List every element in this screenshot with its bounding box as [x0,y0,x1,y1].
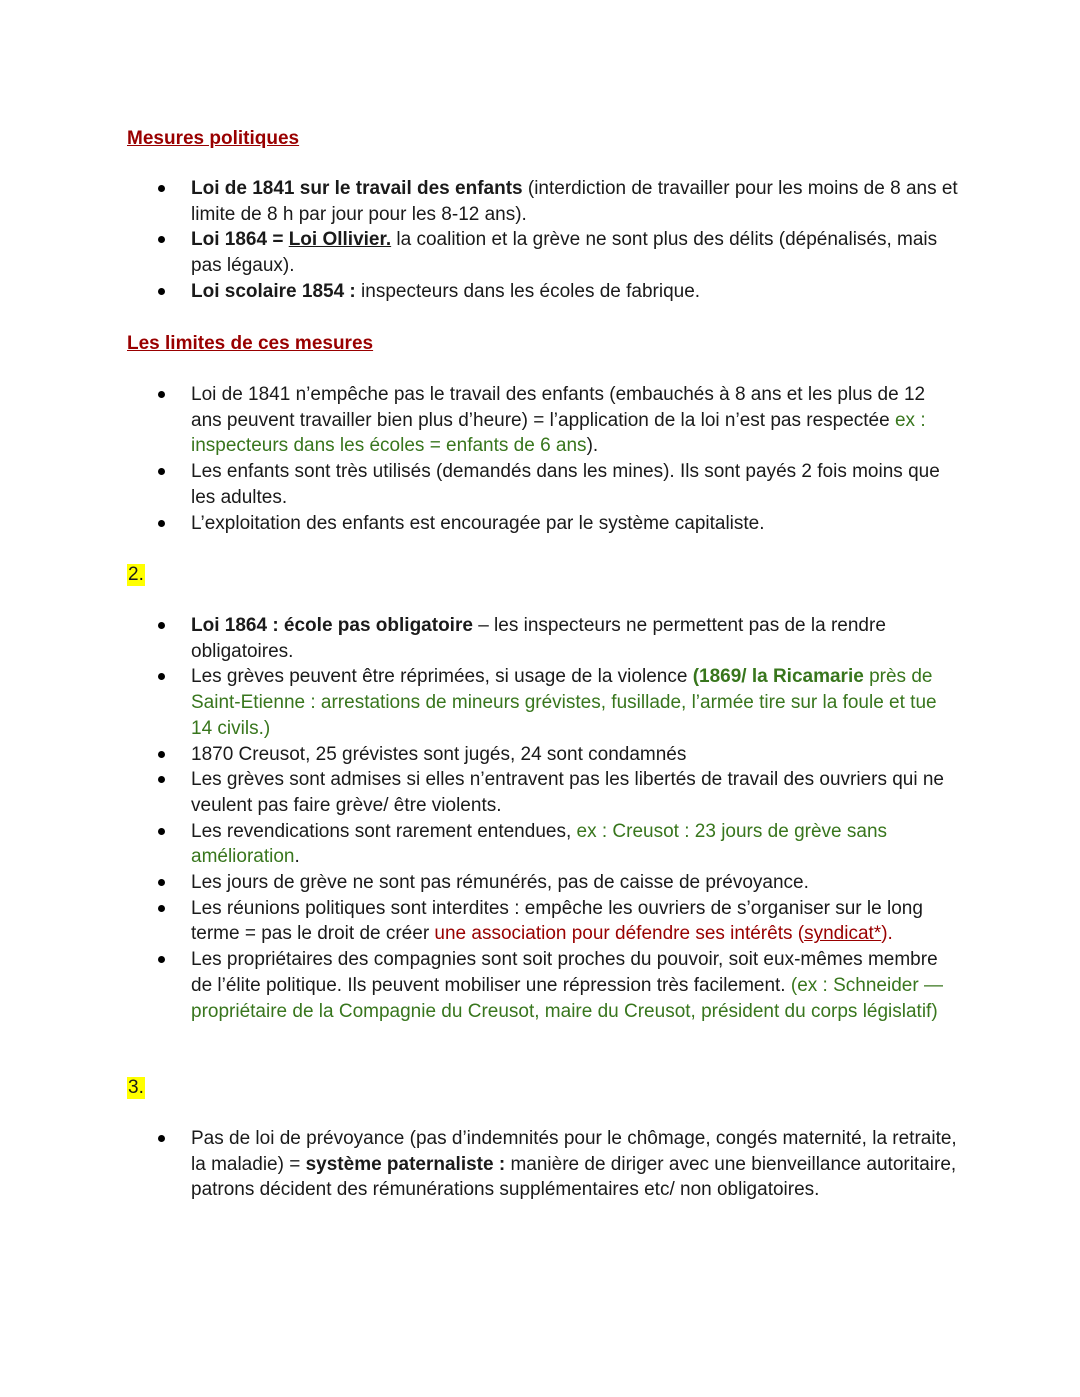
heading-limites: Les limites de ces mesures [127,333,374,354]
heading-mesures-politiques: Mesures politiques [127,128,300,149]
section-number-3: 3. [128,1077,144,1098]
list-section-2 [0,613,1080,1024]
list-item: Les revendications sont rarement entendues, ex : Creusot : 23 jours de grève sans amélioration. [0,819,1080,870]
list-item: Pas de loi de prévoyance (pas d’indemnités pour le chômage, congés maternité, la retraite, la maladie) = système paternaliste : manière de diriger avec une bienveillance autoritaire, patrons décident des rémunérations supplémentaires etc/ non obligatoires. [0,1126,1080,1203]
list-section-3 [0,1126,1080,1203]
list-item: Les jours de grève ne sont pas rémunérés, pas de caisse de prévoyance. [0,870,1080,896]
list-item: 1870 Creusot, 25 grévistes sont jugés, 24 sont condamnés [0,742,1080,768]
list-item: Loi 1864 : école pas obligatoire – les inspecteurs ne permettent pas de la rendre obligatoires. [0,613,1080,664]
list-limites [0,382,1080,536]
section-number-2: 2. [128,564,144,585]
list-item: Loi 1864 = Loi Ollivier. la coalition et la grève ne sont plus des délits (dépénalisés, mais pas légaux). [0,227,1080,278]
list-item: Loi scolaire 1854 : inspecteurs dans les écoles de fabrique. [0,279,1080,305]
list-item: Loi de 1841 n’empêche pas le travail des enfants (embauchés à 8 ans et les plus de 12 ans peuvent travailler bien plus d’heure) = l’application de la loi n’est pas respectée ex : inspecteurs dans les écoles = enfants de 6 ans). [0,382,1080,459]
list-item: L’exploitation des enfants est encouragée par le système capitaliste. [0,511,1080,537]
list-item: Les grèves sont admises si elles n’entravent pas les libertés de travail des ouvriers qui ne veulent pas faire grève/ être violents. [0,767,1080,818]
list-item: Les grèves peuvent être réprimées, si usage de la violence (1869/ la Ricamarie près de Saint-Etienne : arrestations de mineurs grévistes, fusillade, l’armée tire sur la foule et tue 14 civils.) [0,664,1080,741]
list-item: Les réunions politiques sont interdites : empêche les ouvriers de s’organiser sur le long terme = pas le droit de créer une association pour défendre ses intérêts (syndicat*). [0,896,1080,947]
list-item: Les propriétaires des compagnies sont soit proches du pouvoir, soit eux-mêmes membre de l’élite politique. Ils peuvent mobiliser une répression très facilement. (ex : Schneider — propriétaire de la Compagnie du Creusot, maire du Creusot, président du corps législatif) [0,947,1080,1024]
list-mesures-politiques [0,176,1080,305]
list-item: Les enfants sont très utilisés (demandés dans les mines). Ils sont payés 2 fois moins que les adultes. [0,459,1080,510]
list-item: Loi de 1841 sur le travail des enfants (interdiction de travailler pour les moins de 8 ans et limite de 8 h par jour pour les 8-12 ans). [0,176,1080,227]
